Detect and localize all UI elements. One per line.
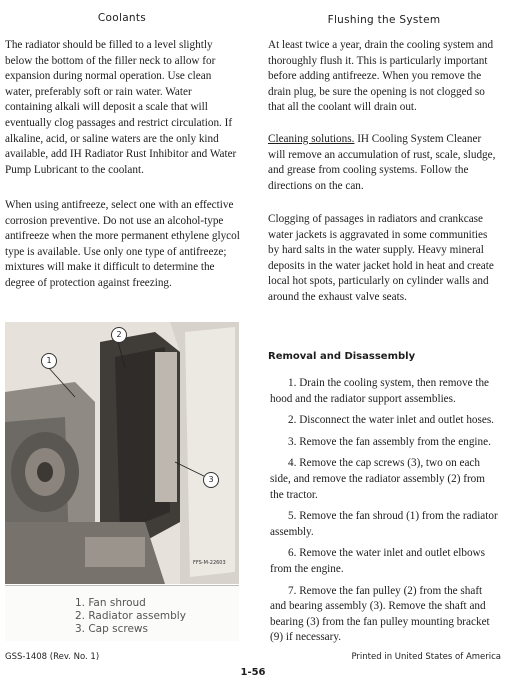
callout-1: 1: [41, 353, 57, 369]
coolants-heading: Coolants: [97, 12, 147, 24]
step-item: 7. Remove the fan pulley (2) from the shaft and bearing assembly (3). Remove the shaft and bearing (3) from the fan pulley mounting bracket (9) if necessary.: [270, 584, 490, 644]
footer-printed: Printed in United States of America: [351, 652, 501, 662]
removal-steps: [270, 376, 501, 652]
footer-doc-number: GSS-1408 (Rev. No. 1): [5, 652, 100, 662]
caption-item: 3. Cap screws: [75, 623, 148, 635]
cleaning-solutions-text: IH Cooling System Cleaner will remove an accumulation of rust, scale, sludge, and grease from cooling systems. Follow the directions on the can.: [268, 133, 496, 192]
radiator-photo: [5, 322, 239, 584]
flushing-heading: Flushing the System: [327, 14, 441, 26]
caption-item: 2. Radiator assembly: [75, 610, 186, 622]
callout-2: 2: [111, 327, 127, 343]
step-item: 3. Remove the fan assembly from the engine.: [288, 435, 491, 448]
photo-id: FFS-M-22603: [193, 560, 226, 566]
callout-3: 3: [203, 472, 219, 488]
caption-item: 1. Fan shroud: [75, 597, 146, 609]
coolants-paragraph-2: When using antifreeze, select one with an effective corrosion preventive. Do not use an alcohol-type antifreeze when the more permanent ethylene glycol type is available. Use only one type of antifreeze; mixtures will make it difficult to determine the degree of protection against freezing.: [5, 199, 240, 289]
flushing-paragraph-1: At least twice a year, drain the cooling system and thoroughly flush it. This is particularly important before adding antifreeze. When you remove the drain plug, be sure the opening is not clogged so that all the coolant will drain out.: [268, 39, 494, 114]
step-item: 4. Remove the cap screws (3), two on each side, and remove the radiator assembly (2) from the tractor.: [270, 457, 485, 501]
coolants-paragraph-1: The radiator should be filled to a level slightly below the bottom of the filler neck to allow for expansion during normal operation. Use clean water, preferably soft or rain water. Water containing alkali will deposit a scale that will eventually clog passages and restrict circulation. If alkaline, acid, or saline waters are the only kind available, add IH Radiator Rust Inhibitor and Water Pump Lubricant to the coolant.: [5, 39, 237, 176]
page-number: 1-56: [240, 667, 266, 678]
flushing-paragraph-3: Clogging of passages in radiators and crankcase water jackets is aggravated in some communities by hard salts in the water supply. Heavy mineral deposits in the water jacket hold in heat and create local hot spots, particularly on cylinder walls and around the exhaust valve seats.: [268, 213, 494, 303]
flushing-paragraph-2: [268, 132, 501, 194]
step-item: 1. Drain the cooling system, then remove the hood and the radiator support assemblies.: [270, 377, 490, 405]
step-item: 5. Remove the fan shroud (1) from the radiator assembly.: [270, 510, 498, 538]
figure-caption: [5, 585, 239, 641]
step-item: 2. Disconnect the water inlet and outlet hoses.: [288, 414, 494, 427]
cleaning-solutions-lead: Cleaning solutions.: [268, 133, 355, 145]
removal-subheading: Removal and Disassembly: [268, 351, 416, 362]
step-item: 6. Remove the water inlet and outlet elbows from the engine.: [270, 547, 485, 575]
